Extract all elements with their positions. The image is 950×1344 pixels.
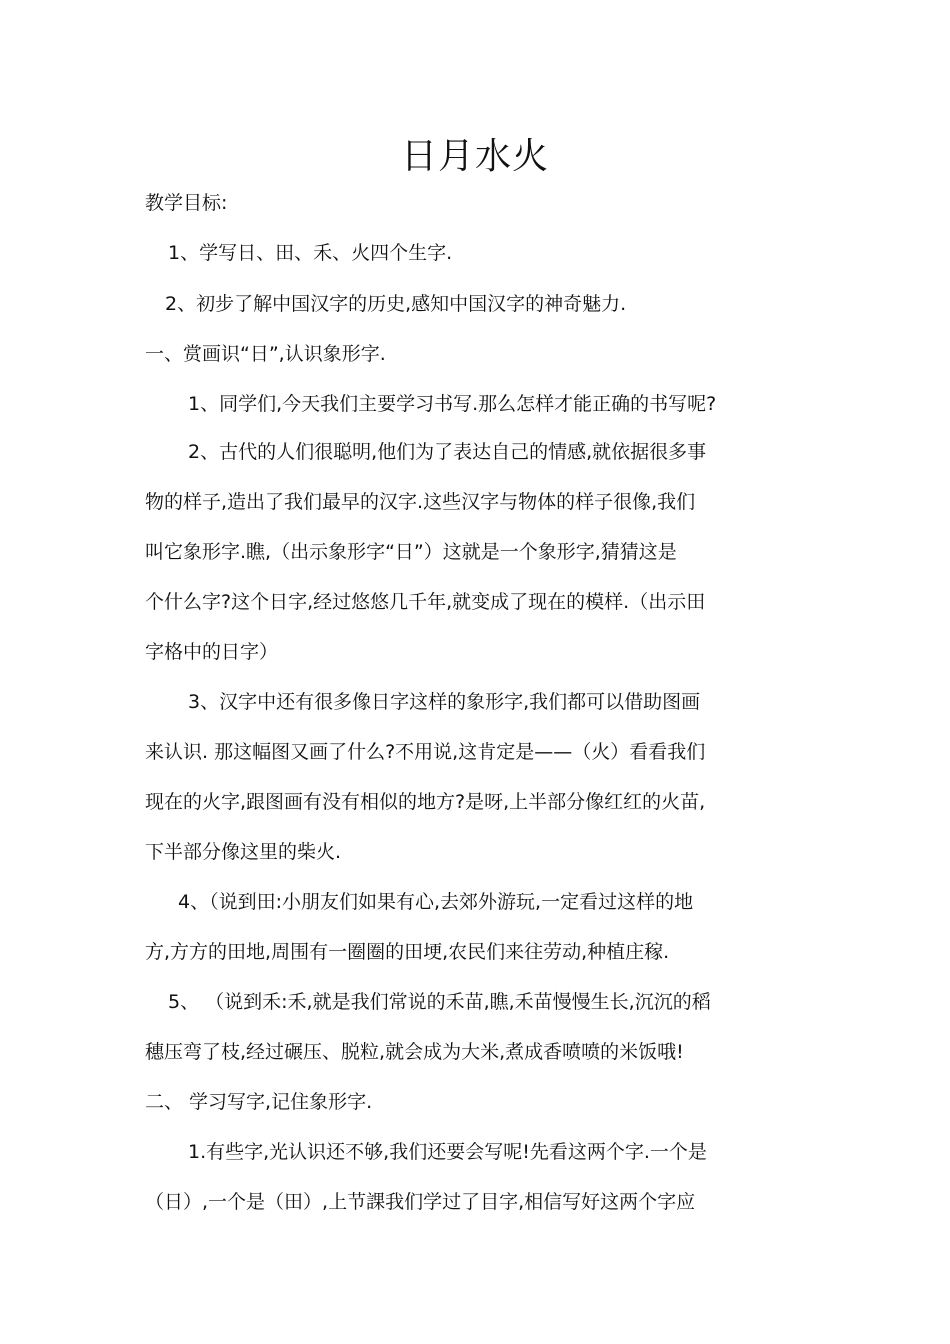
paragraph-line: 3、汉字中还有很多像日字这样的象形字,我们都可以借助图画 <box>188 691 701 713</box>
section-heading: 一、赏画识“日”,认识象形字. <box>145 343 386 365</box>
paragraph-line: 1、学写日、田、禾、火四个生字. <box>168 242 453 264</box>
paragraph-line: 个什么字?这个日字,经过悠悠几千年,就变成了现在的模样.（出示田 <box>145 591 706 613</box>
paragraph-line: 字格中的日字） <box>145 641 279 663</box>
paragraph-line: 下半部分像这里的柴火. <box>145 841 342 863</box>
paragraph-line: 1.有些字,光认识还不够,我们还要会写呢!先看这两个字.一个是 <box>188 1141 707 1163</box>
paragraph-line: 方,方方的田地,周围有一圈圈的田埂,农民们来往劳动,种植庄稼. <box>145 941 670 963</box>
paragraph-line: 现在的火字,跟图画有没有相似的地方?是呀,上半部分像红红的火苗, <box>145 791 706 813</box>
paragraph-line: 教学目标: <box>145 192 228 214</box>
section-heading: 二、 学习写字,记住象形字. <box>145 1091 373 1113</box>
paragraph-line: 5、 （说到禾:禾,就是我们常说的禾苗,瞧,禾苗慢慢生长,沉沉的稻 <box>168 991 711 1013</box>
paragraph-line: 来认识. 那这幅图又画了什么?不用说,这肯定是——（火）看看我们 <box>145 741 706 763</box>
paragraph-line: 1、同学们,今天我们主要学习书写.那么怎样才能正确的书写呢? <box>188 393 717 415</box>
paragraph-line: 物的样子,造出了我们最早的汉字.这些汉字与物体的样子很像,我们 <box>145 491 696 513</box>
paragraph-line: 叫它象形字.瞧,（出示象形字“日”）这就是一个象形字,猜猜这是 <box>145 541 677 563</box>
document-title: 日月水火 <box>400 136 549 177</box>
paragraph-line: 2、古代的人们很聪明,他们为了表达自己的情感,就依据很多事 <box>188 441 707 463</box>
paragraph-line: 4、（说到田:小朋友们如果有心,去郊外游玩,一定看过这样的地 <box>178 891 694 913</box>
paragraph-line: 穗压弯了枝,经过碾压、脱粒,就会成为大米,煮成香喷喷的米饭哦! <box>145 1041 684 1063</box>
paragraph-line: （日）,一个是（田）,上节課我们学过了目字,相信写好这两个字应 <box>145 1191 696 1213</box>
paragraph-line: 2、初步了解中国汉字的历史,感知中国汉字的神奇魅力. <box>165 293 627 315</box>
